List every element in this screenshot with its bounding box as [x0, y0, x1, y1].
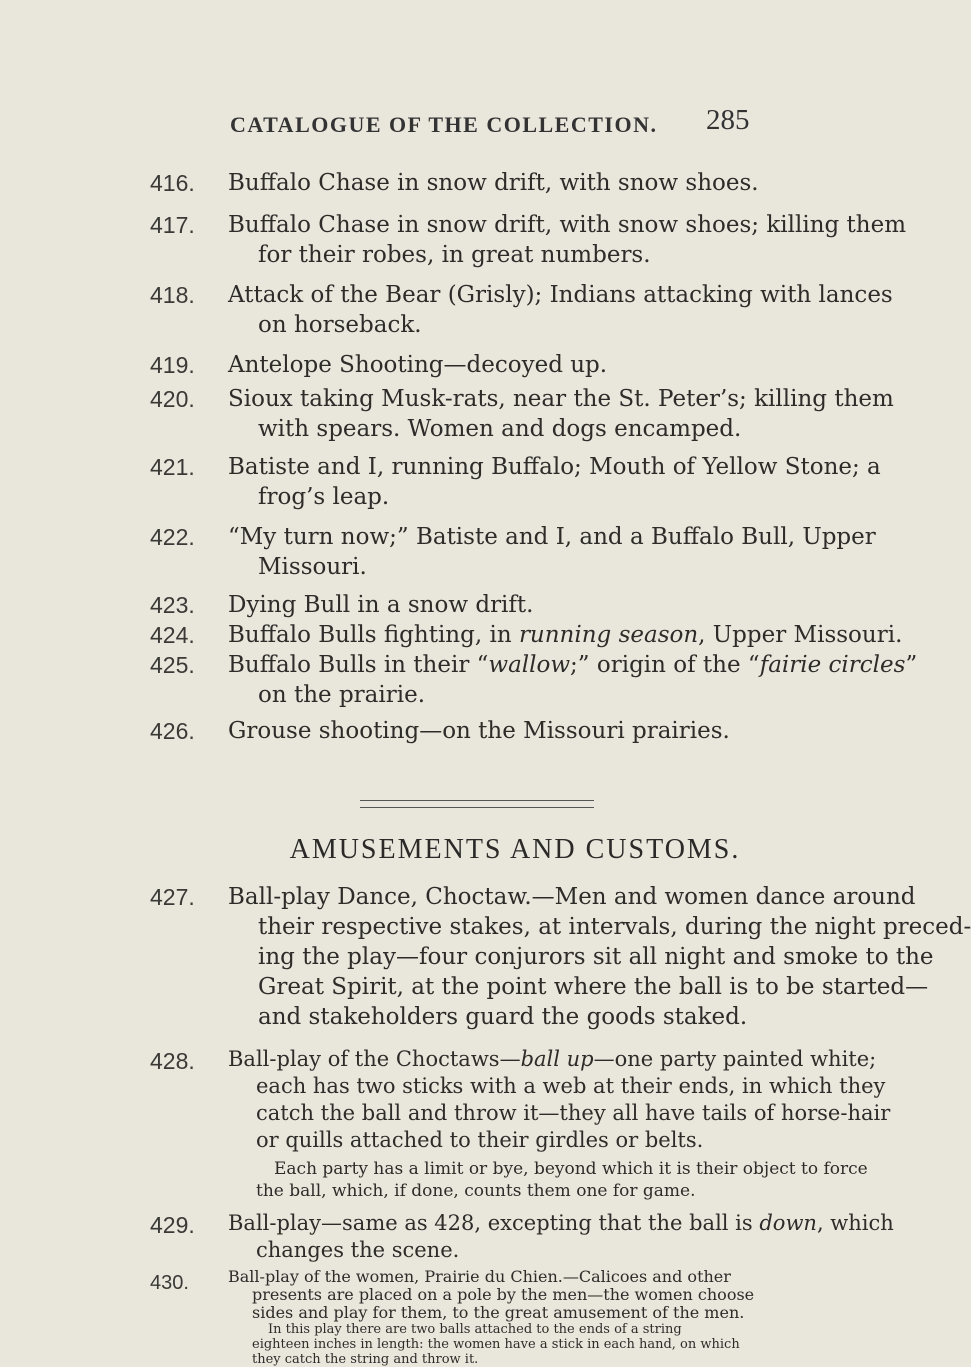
- entry-line: Each party has a limit or bye, beyond which it is their object to force: [274, 1159, 868, 1179]
- entry-line: each has two sticks with a web at their ends, in which they: [256, 1074, 886, 1098]
- entry-text: [228, 452, 881, 512]
- entry-number: 421.: [150, 454, 195, 480]
- text-run: Buffalo Bulls in their “: [228, 652, 489, 678]
- text-run: Ball-play of the Choctaws—: [228, 1047, 521, 1071]
- entry-line: and stakeholders guard the goods staked.: [258, 1004, 748, 1030]
- entry-line: [228, 1210, 894, 1237]
- entry-number: 426.: [150, 718, 195, 744]
- entry-line: on the prairie.: [258, 682, 426, 708]
- entry-line: with spears. Women and dogs encamped.: [258, 416, 742, 442]
- entry-number: 430.: [150, 1272, 189, 1294]
- entry-text: [228, 522, 876, 582]
- entry-line: Antelope Shooting—decoyed up.: [228, 352, 608, 378]
- entry-line: [228, 620, 903, 650]
- entry-number: 429.: [150, 1212, 195, 1238]
- entry-line: sides and play for them, to the great amusement of the men.: [252, 1303, 745, 1322]
- entry-line: eighteen inches in length: the women have a stick in each hand, on which: [252, 1337, 740, 1352]
- running-header: CATALOGUE OF THE COLLECTION.: [230, 112, 658, 137]
- entry-line: Grouse shooting—on the Missouri prairies.: [228, 718, 730, 744]
- italic-run: down: [759, 1211, 817, 1235]
- entry-line: the ball, which, if done, counts them one for game.: [256, 1181, 696, 1201]
- entry-number: 427.: [150, 884, 195, 910]
- entry-line: Batiste and I, running Buffalo; Mouth of Yellow Stone; a: [228, 454, 881, 480]
- entry-text: [228, 882, 971, 1032]
- entry-text: [228, 384, 894, 444]
- entry-line: Attack of the Bear (Grisly); Indians attacking with lances: [228, 282, 893, 308]
- entry-line: [228, 650, 918, 680]
- entry-text: [228, 168, 788, 198]
- text-run: Ball-play—same as 428, excepting that the ball is: [228, 1211, 760, 1235]
- entry-line: changes the scene.: [256, 1238, 460, 1262]
- entry-line: Buffalo Chase in snow drift, with snow shoes.: [228, 170, 759, 196]
- entry-line: Dying Bull in a snow drift.: [228, 592, 534, 618]
- entry-line: presents are placed on a pole by the men—the women choose: [252, 1285, 755, 1304]
- page-number: 285: [706, 104, 750, 136]
- entry-line: “My turn now;” Batiste and I, and a Buffalo Bull, Upper: [228, 524, 876, 550]
- entry-text: [228, 590, 788, 620]
- entry-line: for their robes, in great numbers.: [258, 242, 651, 268]
- italic-run: running season: [518, 622, 699, 648]
- text-run: ;” origin of the “: [570, 652, 760, 678]
- italic-run: fairie circles: [759, 652, 906, 678]
- section-title: AMUSEMENTS AND CUSTOMS.: [289, 834, 741, 865]
- italic-run: wallow: [488, 652, 571, 678]
- entry-text: [228, 350, 788, 380]
- text-run: ”: [905, 652, 918, 678]
- entry-text: [228, 280, 893, 340]
- entry-text: [228, 650, 918, 710]
- entry-line: In this play there are two balls attached to the ends of a string: [268, 1322, 682, 1337]
- text-run: Buffalo Bulls fighting, in: [228, 622, 519, 648]
- entry-line: Missouri.: [258, 554, 367, 580]
- entry-line: Ball-play Dance, Choctaw.—Men and women dance around: [228, 884, 916, 910]
- entry-line: catch the ball and throw it—they all have tails of horse-hair: [256, 1101, 891, 1125]
- entry-text: [228, 716, 788, 746]
- entry-line: Sioux taking Musk-rats, near the St. Peter’s; killing them: [228, 386, 894, 412]
- entry-line: their respective stakes, at intervals, during the night preced-: [258, 914, 971, 940]
- entry-number: 423.: [150, 592, 195, 618]
- text-run: —one party painted white;: [593, 1047, 877, 1071]
- entry-line: Ball-play of the women, Prairie du Chien.—Calicoes and other: [228, 1267, 731, 1286]
- entry-text: [228, 210, 907, 270]
- entry-line: ing the play—four conjurors sit all night and smoke to the: [258, 944, 934, 970]
- entry-line: Buffalo Chase in snow drift, with snow shoes; killing them: [228, 212, 907, 238]
- entry-line: or quills attached to their girdles or belts.: [256, 1128, 704, 1152]
- text-run: , which: [816, 1211, 894, 1235]
- entry-text: [228, 1046, 891, 1202]
- entry-line: Great Spirit, at the point where the ball is to be started—: [258, 974, 929, 1000]
- entry-line: on horseback.: [258, 312, 422, 338]
- entry-text: [228, 620, 903, 650]
- italic-run: ball up: [520, 1047, 594, 1071]
- entry-line: frog’s leap.: [258, 484, 390, 510]
- entry-number: 422.: [150, 524, 195, 550]
- entry-number: 417.: [150, 212, 195, 238]
- section-divider: [360, 800, 594, 808]
- entry-number: 428.: [150, 1048, 195, 1074]
- entry-line: they catch the string and throw it.: [252, 1352, 479, 1367]
- entry-number: 418.: [150, 282, 195, 308]
- entry-text: [228, 1210, 894, 1264]
- entry-number: 424.: [150, 622, 195, 648]
- entry-text: [228, 1268, 788, 1367]
- entry-number: 420.: [150, 386, 195, 412]
- entry-line: [228, 1046, 877, 1073]
- entry-number: 419.: [150, 352, 195, 378]
- entry-number: 416.: [150, 170, 195, 196]
- text-run: , Upper Missouri.: [698, 622, 903, 648]
- entry-number: 425.: [150, 652, 195, 678]
